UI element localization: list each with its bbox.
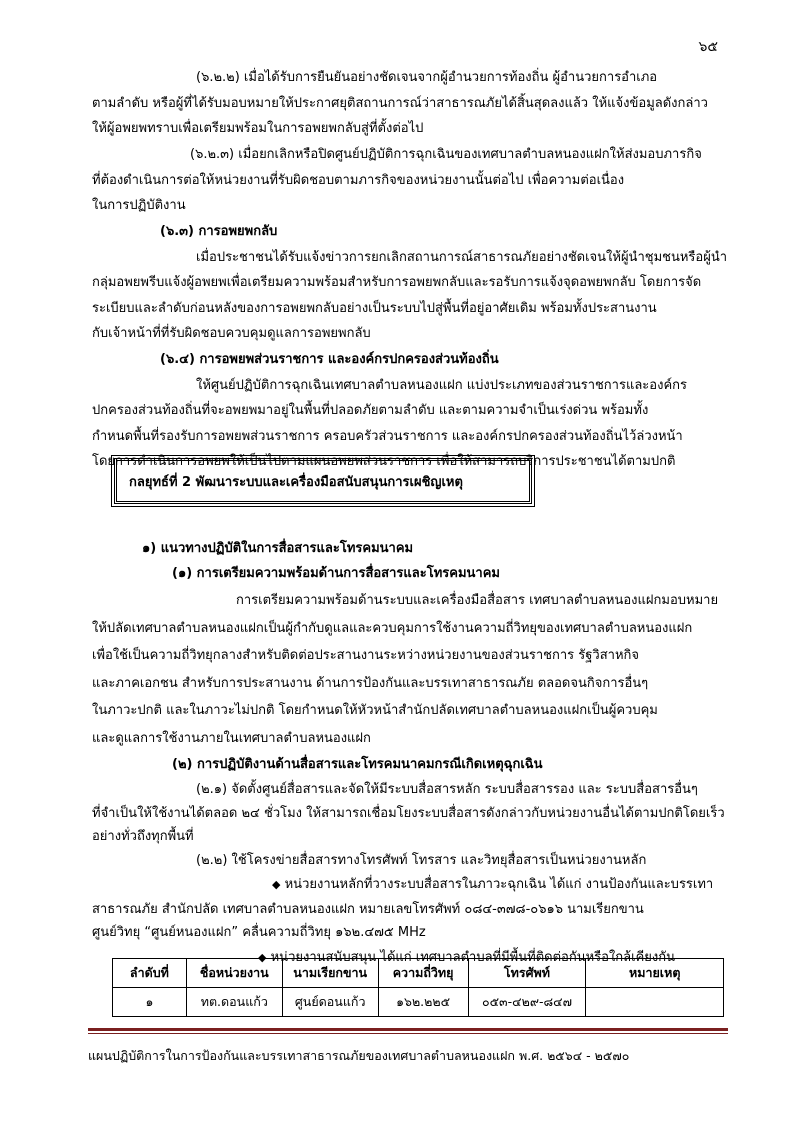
col-header-agency: ชื่อหน่วยงาน	[186, 959, 282, 988]
line-text: ๑) แนวทางปฏิบัติในการสื่อสารและโทรคมนาคม	[142, 541, 414, 556]
bullet-diamond-icon: ◆	[258, 951, 267, 964]
section-heading	[160, 220, 277, 241]
table-header-row	[113, 959, 724, 988]
body-text-line	[92, 92, 708, 113]
line-text: ให้ปลัดเทศบาลตำบลหนองแฝกเป็นผู้กำกับดูแลและควบคุมการใช้งานความถี่วิทยุของเทศบาลตำบลหนองแฝก	[92, 621, 693, 636]
line-text: (๑) การเตรียมความพร้อมด้านการสื่อสารและโทรคมนาคม	[172, 566, 500, 581]
line-text: (๖.๒.๓) เมื่อยกเลิกหรือปิดศูนย์ปฏิบัติการฉุกเฉินของเทศบาลตำบลหนองแฝกให้ส่งมอบภารกิจ	[190, 147, 702, 162]
col-header-phone: โทรศัพท์	[468, 959, 586, 988]
footer-rule-thick	[88, 1028, 728, 1031]
line-text: (๖.๓) การอพยพกลับ	[160, 224, 278, 239]
body-text-line	[92, 169, 624, 190]
body-text-line	[92, 825, 194, 846]
body-text-line	[92, 921, 426, 942]
body-text-line	[92, 117, 423, 138]
body-text-line	[92, 727, 371, 748]
footer-rule-thin	[88, 1033, 728, 1034]
line-text: ระเบียบและลำดับก่อนหลังของการอพยพกลับอย่างเป็นระบบไปสู่พื้นที่อยู่อาศัยเดิม พร้อมทั้งประสานงาน	[92, 301, 657, 316]
body-text-line	[196, 246, 727, 267]
line-text: โดยการดำเนินการอพยพให้เป็นไปตามแผนอพยพส่วนราชการ เพื่อให้สามารถบริการประชาชนได้ตามปกติ	[92, 454, 676, 469]
cell-remark	[586, 988, 724, 1017]
body-text-line	[196, 66, 657, 87]
section-heading	[172, 562, 500, 583]
body-text-line	[92, 194, 186, 215]
line-text: การเตรียมความพร้อมด้านระบบและเครื่องมือสื่อสาร เทศบาลตำบลหนองแฝกมอบหมาย	[236, 593, 719, 608]
line-text: สาธารณภัย สำนักปลัด เทศบาลตำบลหนองแฝก หมายเลขโทรศัพท์ ๐๘๔-๓๗๘-๐๖๑๖ นามเรียกขาน	[92, 902, 644, 917]
line-text: และดูแลการใช้งานภายในเทศบาลตำบลหนองแฝก	[92, 731, 371, 746]
cell-agency: ทต.ดอนแก้ว	[186, 988, 282, 1017]
line-text: (๖.๔) การอพยพส่วนราชการ และองค์กรปกครองส่วนท้องถิ่น	[160, 352, 499, 367]
cell-phone: ๐๕๓-๔๒๙-๘๔๗	[468, 988, 586, 1017]
page-number: ๖๕	[698, 39, 718, 55]
body-text-line	[92, 644, 639, 665]
col-header-frequency: ความถี่วิทยุ	[378, 959, 468, 988]
line-text: และภาคเอกชน สำหรับการประสานงาน ด้านการป้องกันและบรรเทาสาธารณภัย ตลอดจนกิจการอื่นๆ	[92, 676, 649, 691]
body-text-line	[92, 672, 648, 693]
table-row	[113, 988, 724, 1017]
line-text: ที่ต้องดำเนินการต่อให้หน่วยงานที่รับผิดชอบตามภารกิจของหน่วยงานนั้นต่อไป เพื่อความต่อเนื่อง	[92, 173, 625, 188]
body-text-line	[92, 399, 648, 420]
section-heading	[160, 348, 499, 369]
body-text-line	[196, 778, 698, 799]
section-heading	[172, 753, 543, 774]
line-text: เมื่อประชาชนได้รับแจ้งข่าวการยกเลิกสถานการณ์สาธารณภัยอย่างชัดเจนให้ผู้นำชุมชนหรือผู้นำ	[196, 250, 728, 265]
line-text: ตามลำดับ หรือผู้ที่ได้รับมอบหมายให้ประกาศยุติสถานการณ์ว่าสาธารณภัยได้สิ้นสุดลงแล้ว ให้แจ้งข้อมูลดังกล่าว	[92, 96, 708, 111]
footer-text: แผนปฏิบัติการในการป้องกันและบรรเทาสาธารณภัยของเทศบาลตำบลหนองแฝก พ.ศ. ๒๕๖๔ - ๒๕๗๐	[88, 1048, 630, 1063]
body-text-line	[92, 699, 658, 720]
body-text-line	[92, 271, 701, 292]
line-text: (๒.๑) จัดตั้งศูนย์สื่อสารและจัดให้มีระบบสื่อสารหลัก ระบบสื่อสารรอง และ ระบบสื่อสารอื่นๆ	[196, 782, 698, 797]
line-text: ในการปฏิบัติงาน	[92, 198, 186, 213]
body-text-line	[92, 617, 692, 638]
line-text: ที่จำเป็นให้ใช้งานได้ตลอด ๒๔ ชั่วโมง ให้สามารถเชื่อมโยงระบบสื่อสารดังกล่าวกับหน่วยงานอื่นได้ตามปกติโดยเร็ว	[92, 806, 725, 821]
line-text: กลุ่มอพยพรีบแจ้งผู้อพยพเพื่อเตรียมความพร้อมสำหรับการอพยพกลับและรอรับการแจ้งจุดอพยพกลับ โดยการจัด	[92, 275, 702, 290]
bullet-diamond-icon: ◆	[272, 878, 281, 891]
body-text-line	[196, 849, 646, 870]
section-heading	[142, 537, 413, 558]
body-text-line	[92, 322, 371, 343]
line-text: (๖.๒.๒) เมื่อได้รับการยืนยันอย่างชัดเจนจากผู้อำนวยการท้องถิ่น ผู้อำนวยการอำเภอ	[196, 70, 658, 85]
col-header-order: ลำดับที่	[113, 959, 187, 988]
line-text: (๒.๒) ใช้โครงข่ายสื่อสารทางโทรศัพท์ โทรสาร และวิทยุสื่อสารเป็นหน่วยงานหลัก	[196, 853, 647, 868]
cell-order: ๑	[113, 988, 187, 1017]
line-text: หน่วยงานหลักที่วางระบบสื่อสารในภาวะฉุกเฉิน ได้แก่ งานป้องกันและบรรเทา	[284, 877, 714, 892]
line-text: ให้ศูนย์ปฏิบัติการฉุกเฉินเทศบาลตำบลหนองแฝก แบ่งประเภทของส่วนราชการและองค์กร	[196, 378, 687, 393]
line-text: เพื่อใช้เป็นความถี่วิทยุกลางสำหรับติดต่อประสานงานระหว่างหน่วยงานของส่วนราชการ รัฐวิสาหกิจ	[92, 648, 640, 663]
line-text: ให้ผู้อพยพทราบเพื่อเตรียมพร้อมในการอพยพกลับสู่ที่ตั้งต่อไป	[92, 121, 424, 136]
line-text: หน่วยงานสนับสนุน ได้แก่ เทศบาลตำบลที่มีพื้นที่ติดต่อกันหรือใกล้เคียงกัน	[270, 950, 675, 965]
body-text-line	[92, 425, 683, 446]
line-text: (๒) การปฏิบัติงานด้านสื่อสารและโทรคมนาคมกรณีเกิดเหตุฉุกเฉิน	[172, 757, 543, 772]
body-text-line	[92, 297, 657, 318]
line-text: กำหนดพื้นที่รองรับการอพยพส่วนราชการ ครอบครัวส่วนราชการ และองค์กรปกครองส่วนท้องถิ่นไว้ล่วงหน้า	[92, 429, 683, 444]
line-text: อย่างทั่วถึงทุกพื้นที่	[92, 829, 194, 844]
cell-frequency: ๑๖๒.๒๒๕	[378, 988, 468, 1017]
col-header-callsign: นามเรียกขาน	[282, 959, 378, 988]
strategy-heading-box	[114, 458, 532, 504]
body-text-line	[92, 898, 644, 919]
body-text-line	[236, 589, 718, 610]
body-text-line	[196, 374, 687, 395]
line-text: ปกครองส่วนท้องถิ่นที่จะอพยพมาอยู่ในพื้นที่ปลอดภัยตามลำดับ และตามความจำเป็นเร่งด่วน พร้อมทั้ง	[92, 403, 649, 418]
body-text-line	[272, 873, 713, 894]
strategy-title: กลยุทธ์ที่ 2 พัฒนาระบบและเครื่องมือสนับสนุนการเผชิญเหตุ	[129, 475, 463, 490]
col-header-remark: หมายเหตุ	[586, 959, 724, 988]
line-text: ศูนย์วิทยุ “ศูนย์หนองแฝก” คลื่นความถี่วิทยุ ๑๖๒.๔๗๕ MHz	[92, 925, 426, 940]
body-text-line	[92, 802, 725, 823]
body-text-line	[190, 143, 702, 164]
supporting-agencies-table	[112, 958, 724, 1017]
line-text: กับเจ้าหน้าที่ที่รับผิดชอบควบคุมดูแลการอพยพกลับ	[92, 326, 371, 341]
line-text: ในภาวะปกติ และในภาวะไม่ปกติ โดยกำหนดให้หัวหน้าสำนักปลัดเทศบาลตำบลหนองแฝกเป็นผู้ควบคุม	[92, 703, 658, 718]
cell-callsign: ศูนย์ดอนแก้ว	[282, 988, 378, 1017]
